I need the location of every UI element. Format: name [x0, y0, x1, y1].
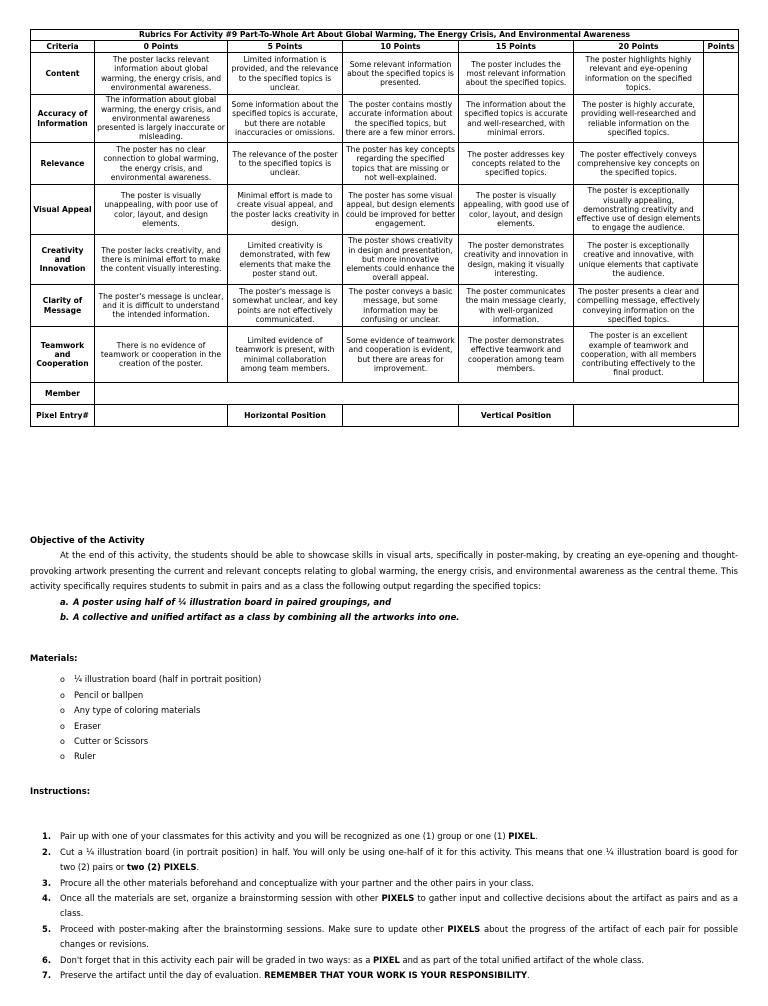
- instruction-item: [42, 968, 738, 983]
- header-points: Points: [704, 41, 739, 53]
- circle-bullet-icon: o: [60, 752, 65, 762]
- materials-section: [30, 651, 738, 765]
- instruction-number: 3.: [42, 877, 52, 888]
- rubric-cell: The poster highlights highly relevant and eye-opening information on the specified topics.: [574, 53, 704, 95]
- pixel-entry-input-cell[interactable]: [95, 405, 228, 427]
- points-cell[interactable]: [704, 53, 739, 95]
- rubric-cell: The poster addresses key concepts related to the specified topics.: [459, 143, 574, 185]
- horizontal-position-label: Horizontal Position: [228, 405, 343, 427]
- pixel-entry-row: [31, 405, 739, 427]
- header-5-points: 5 Points: [228, 41, 343, 53]
- rubric-cell: The information about global warming, the energy crisis, and environmental awareness presented is largely inaccurate or misleading.: [95, 95, 228, 143]
- instruction-number: 4.: [42, 893, 52, 904]
- rubric-header-row: [31, 41, 739, 53]
- instruction-text: .: [527, 970, 530, 981]
- instruction-text: to gather input and collective decisions about the artifact as pairs and as a class.: [60, 893, 738, 919]
- rubric-cell: The poster effectively conveys comprehensive key concepts on the specified topics.: [574, 143, 704, 185]
- rubric-row-clarity: [31, 285, 739, 327]
- instruction-item: [42, 891, 738, 922]
- rubric-row-relevance: [31, 143, 739, 185]
- instruction-number: 1.: [42, 831, 52, 842]
- instructions-list: [30, 829, 738, 983]
- instruction-emphasis: PIXELS: [447, 923, 481, 934]
- objective-paragraph: At the end of this activity, the students should be able to showcase skills in visual arts, specifically in poster-making, by creating an eye-opening and thought-provoking artwork presenting the current and relevant concepts relating to global warming, the energy crisis, and environmental awareness as the central theme. This activity specifically requires students to submit in pairs and as a class the following output regarding the specified topics:: [30, 550, 738, 592]
- criteria-cell: Relevance: [31, 143, 95, 185]
- rubric-title: Rubrics For Activity #9 Part-To-Whole Art About Global Warming, The Energy Crisis, And Environmental Awareness: [31, 30, 739, 41]
- instruction-text: Cut a ¼ illustration board (in portrait position) in half. You will only be using one-half of it for this activity. This means that one ¼ illustration board is good for two (2) pairs or: [60, 846, 738, 873]
- criteria-cell: Visual Appeal: [31, 185, 95, 235]
- criteria-cell: Content: [31, 53, 95, 95]
- circle-bullet-icon: o: [60, 721, 65, 731]
- materials-list: [30, 672, 738, 764]
- instruction-emphasis: PIXEL: [508, 831, 536, 842]
- rubric-cell: The poster includes the most relevant information about the specified topics.: [459, 53, 574, 95]
- header-20-points: 20 Points: [574, 41, 704, 53]
- rubric-cell: The poster's message is unclear, and it is difficult to understand the intended information.: [95, 285, 228, 327]
- rubric-cell: The poster has key concepts regarding the specified topics that are missing or not well-explained.: [343, 143, 459, 185]
- rubric-row-content: [31, 53, 739, 95]
- material-item: [60, 672, 738, 687]
- objective-section: [30, 533, 738, 625]
- rubric-cell: There is no evidence of teamwork or cooperation in the creation of the poster.: [95, 327, 228, 383]
- rubric-cell: The poster conveys a basic message, but some information may be confusing or unclear.: [343, 285, 459, 327]
- rubric-cell: The poster demonstrates creativity and innovation in design, making it visually interesting.: [459, 235, 574, 285]
- material-text: Pencil or ballpen: [74, 689, 144, 700]
- rubric-cell: Limited evidence of teamwork is present, with minimal collaboration among team members.: [228, 327, 343, 383]
- rubric-cell: The poster contains mostly accurate information about the specified topics, but there are a few minor errors.: [343, 95, 459, 143]
- rubric-cell: The poster communicates the main message clearly, with well-organized information.: [459, 285, 574, 327]
- rubric-row-teamwork: [31, 327, 739, 383]
- rubric-cell: The poster demonstrates effective teamwork and cooperation among team members.: [459, 327, 574, 383]
- instruction-emphasis: PIXELS: [381, 893, 415, 904]
- member-label: Member: [31, 383, 95, 405]
- rubric-cell: Some evidence of teamwork and cooperation is evident, but there are areas for improvement.: [343, 327, 459, 383]
- criteria-cell: Clarity of Message: [31, 285, 95, 327]
- materials-heading: Materials:: [30, 653, 78, 663]
- points-cell[interactable]: [704, 95, 739, 143]
- rubric-cell: The information about the specified topics is accurate and well-researched, with minimal errors.: [459, 95, 574, 143]
- header-15-points: 15 Points: [459, 41, 574, 53]
- instruction-number: 6.: [42, 954, 52, 965]
- rubric-container: [30, 29, 738, 427]
- horizontal-position-input-cell[interactable]: [343, 405, 459, 427]
- member-input-cell[interactable]: [95, 383, 739, 405]
- rubric-cell: The poster lacks creativity, and there is minimal effort to make the content visually interesting.: [95, 235, 228, 285]
- rubric-cell: The poster is exceptionally visually appealing, demonstrating creativity and effective use of design elements to engage the audience.: [574, 185, 704, 235]
- circle-bullet-icon: o: [60, 675, 65, 685]
- rubric-cell: The poster is an excellent example of teamwork and cooperation, with all members contributing effectively to the final product.: [574, 327, 704, 383]
- rubric-cell: The relevance of the poster to the specified topics is unclear.: [228, 143, 343, 185]
- instruction-emphasis: REMEMBER THAT YOUR WORK IS YOUR RESPONSIBILITY: [264, 970, 528, 981]
- rubric-table: [30, 29, 739, 427]
- circle-bullet-icon: o: [60, 690, 65, 700]
- instruction-text: Pair up with one of your classmates for this activity and you will be recognized as one (1) group or one (1): [60, 831, 509, 842]
- material-text: Ruler: [74, 751, 96, 762]
- rubric-cell: The poster has no clear connection to global warming, the energy crisis, and environmental awareness.: [95, 143, 228, 185]
- circle-bullet-icon: o: [60, 706, 65, 716]
- material-text: Cutter or Scissors: [74, 736, 149, 747]
- rubric-cell: Some information about the specified topics is accurate, but there are notable inaccuracies or omissions.: [228, 95, 343, 143]
- material-text: ¼ illustration board (half in portrait position): [74, 674, 262, 685]
- header-criteria: Criteria: [31, 41, 95, 53]
- criteria-cell: Accuracy of Information: [31, 95, 95, 143]
- rubric-cell: The poster is visually appealing, with good use of color, layout, and design elements.: [459, 185, 574, 235]
- material-item: [60, 703, 738, 718]
- output-item: [60, 610, 738, 625]
- instruction-text: .: [535, 831, 538, 842]
- instruction-item: [42, 829, 738, 844]
- instruction-text: about the progress of the artifact of each pair for possible changes or revisions.: [60, 923, 738, 950]
- vertical-position-input-cell[interactable]: [574, 405, 739, 427]
- output-list: [30, 595, 738, 626]
- instruction-item: [42, 876, 738, 891]
- instruction-item: [42, 922, 738, 953]
- points-cell[interactable]: [704, 185, 739, 235]
- material-text: Any type of coloring materials: [74, 705, 201, 716]
- instruction-text: Don't forget that in this activity each pair will be graded in two ways: as a: [60, 954, 374, 965]
- instruction-text: and as part of the total unified artifact of the whole class.: [399, 954, 645, 965]
- instruction-number: 5.: [42, 923, 52, 934]
- instruction-number: 7.: [42, 970, 52, 981]
- instruction-item: [42, 953, 738, 968]
- instruction-number: 2.: [42, 846, 52, 857]
- points-cell[interactable]: [704, 327, 739, 383]
- output-item: [60, 595, 738, 610]
- points-cell[interactable]: [704, 143, 739, 185]
- rubric-cell: Minimal effort is made to create visual appeal, and the poster lacks creativity in design.: [228, 185, 343, 235]
- instruction-text: .: [196, 862, 200, 873]
- instruction-emphasis: PIXEL: [373, 954, 400, 965]
- vertical-position-label: Vertical Position: [459, 405, 574, 427]
- material-item: [60, 734, 738, 749]
- rubric-cell: The poster is exceptionally creative and innovative, with unique elements that captivate the audience.: [574, 235, 704, 285]
- material-item: [60, 749, 738, 764]
- points-cell[interactable]: [704, 235, 739, 285]
- output-text: A poster using half of ¼ illustration board in paired groupings, and: [73, 596, 392, 607]
- instructions-heading: Instructions:: [30, 786, 91, 796]
- instruction-emphasis: two (2) PIXELS: [126, 862, 197, 873]
- rubric-cell: The poster shows creativity in design and presentation, but more innovative elements could enhance the overall appeal.: [343, 235, 459, 285]
- rubric-cell: The poster is visually unappealing, with poor use of color, layout, and design elements.: [95, 185, 228, 235]
- points-cell[interactable]: [704, 285, 739, 327]
- rubric-cell: Limited information is provided, and the relevance to the specified topics is unclear.: [228, 53, 343, 95]
- rubric-row-visual-appeal: [31, 185, 739, 235]
- material-item: [60, 688, 738, 703]
- rubric-cell: The poster presents a clear and compelling message, effectively conveying information on the specified topics.: [574, 285, 704, 327]
- rubric-row-accuracy: [31, 95, 739, 143]
- rubric-cell: The poster has some visual appeal, but design elements could be improved for better engagement.: [343, 185, 459, 235]
- header-10-points: 10 Points: [343, 41, 459, 53]
- instruction-text: Once all the materials are set, organize a brainstorming session with other: [60, 893, 382, 904]
- material-text: Eraser: [74, 720, 101, 731]
- objective-heading: Objective of the Activity: [30, 535, 145, 545]
- output-marker: b.: [60, 612, 70, 623]
- instruction-text: Procure all the other materials beforehand and conceptualize with your partner and the other pairs in your class.: [60, 877, 534, 888]
- instruction-item: [42, 845, 738, 876]
- pixel-entry-label: Pixel Entry#: [31, 405, 95, 427]
- rubric-cell: The poster's message is somewhat unclear, and key points are not effectively communicated.: [228, 285, 343, 327]
- material-item: [60, 719, 738, 734]
- criteria-cell: Creativity and Innovation: [31, 235, 95, 285]
- output-marker: a.: [60, 596, 69, 607]
- rubric-row-creativity: [31, 235, 739, 285]
- header-0-points: 0 Points: [95, 41, 228, 53]
- rubric-cell: Some relevant information about the specified topics is presented.: [343, 53, 459, 95]
- rubric-title-row: [31, 30, 739, 41]
- criteria-cell: Teamwork and Cooperation: [31, 327, 95, 383]
- rubric-cell: The poster lacks relevant information about global warming, the energy crisis, and environmental awareness.: [95, 53, 228, 95]
- instruction-text: Proceed with poster-making after the brainstorming sessions. Make sure to update other: [60, 923, 448, 934]
- rubric-cell: Limited creativity is demonstrated, with few elements that make the poster stand out.: [228, 235, 343, 285]
- instruction-text: Preserve the artifact until the day of evaluation.: [60, 970, 265, 981]
- output-text: A collective and unified artifact as a class by combining all the artworks into one.: [73, 612, 460, 623]
- instructions-section: [30, 784, 738, 983]
- circle-bullet-icon: o: [60, 737, 65, 747]
- member-row: [31, 383, 739, 405]
- rubric-cell: The poster is highly accurate, providing well-researched and reliable information on the specified topics.: [574, 95, 704, 143]
